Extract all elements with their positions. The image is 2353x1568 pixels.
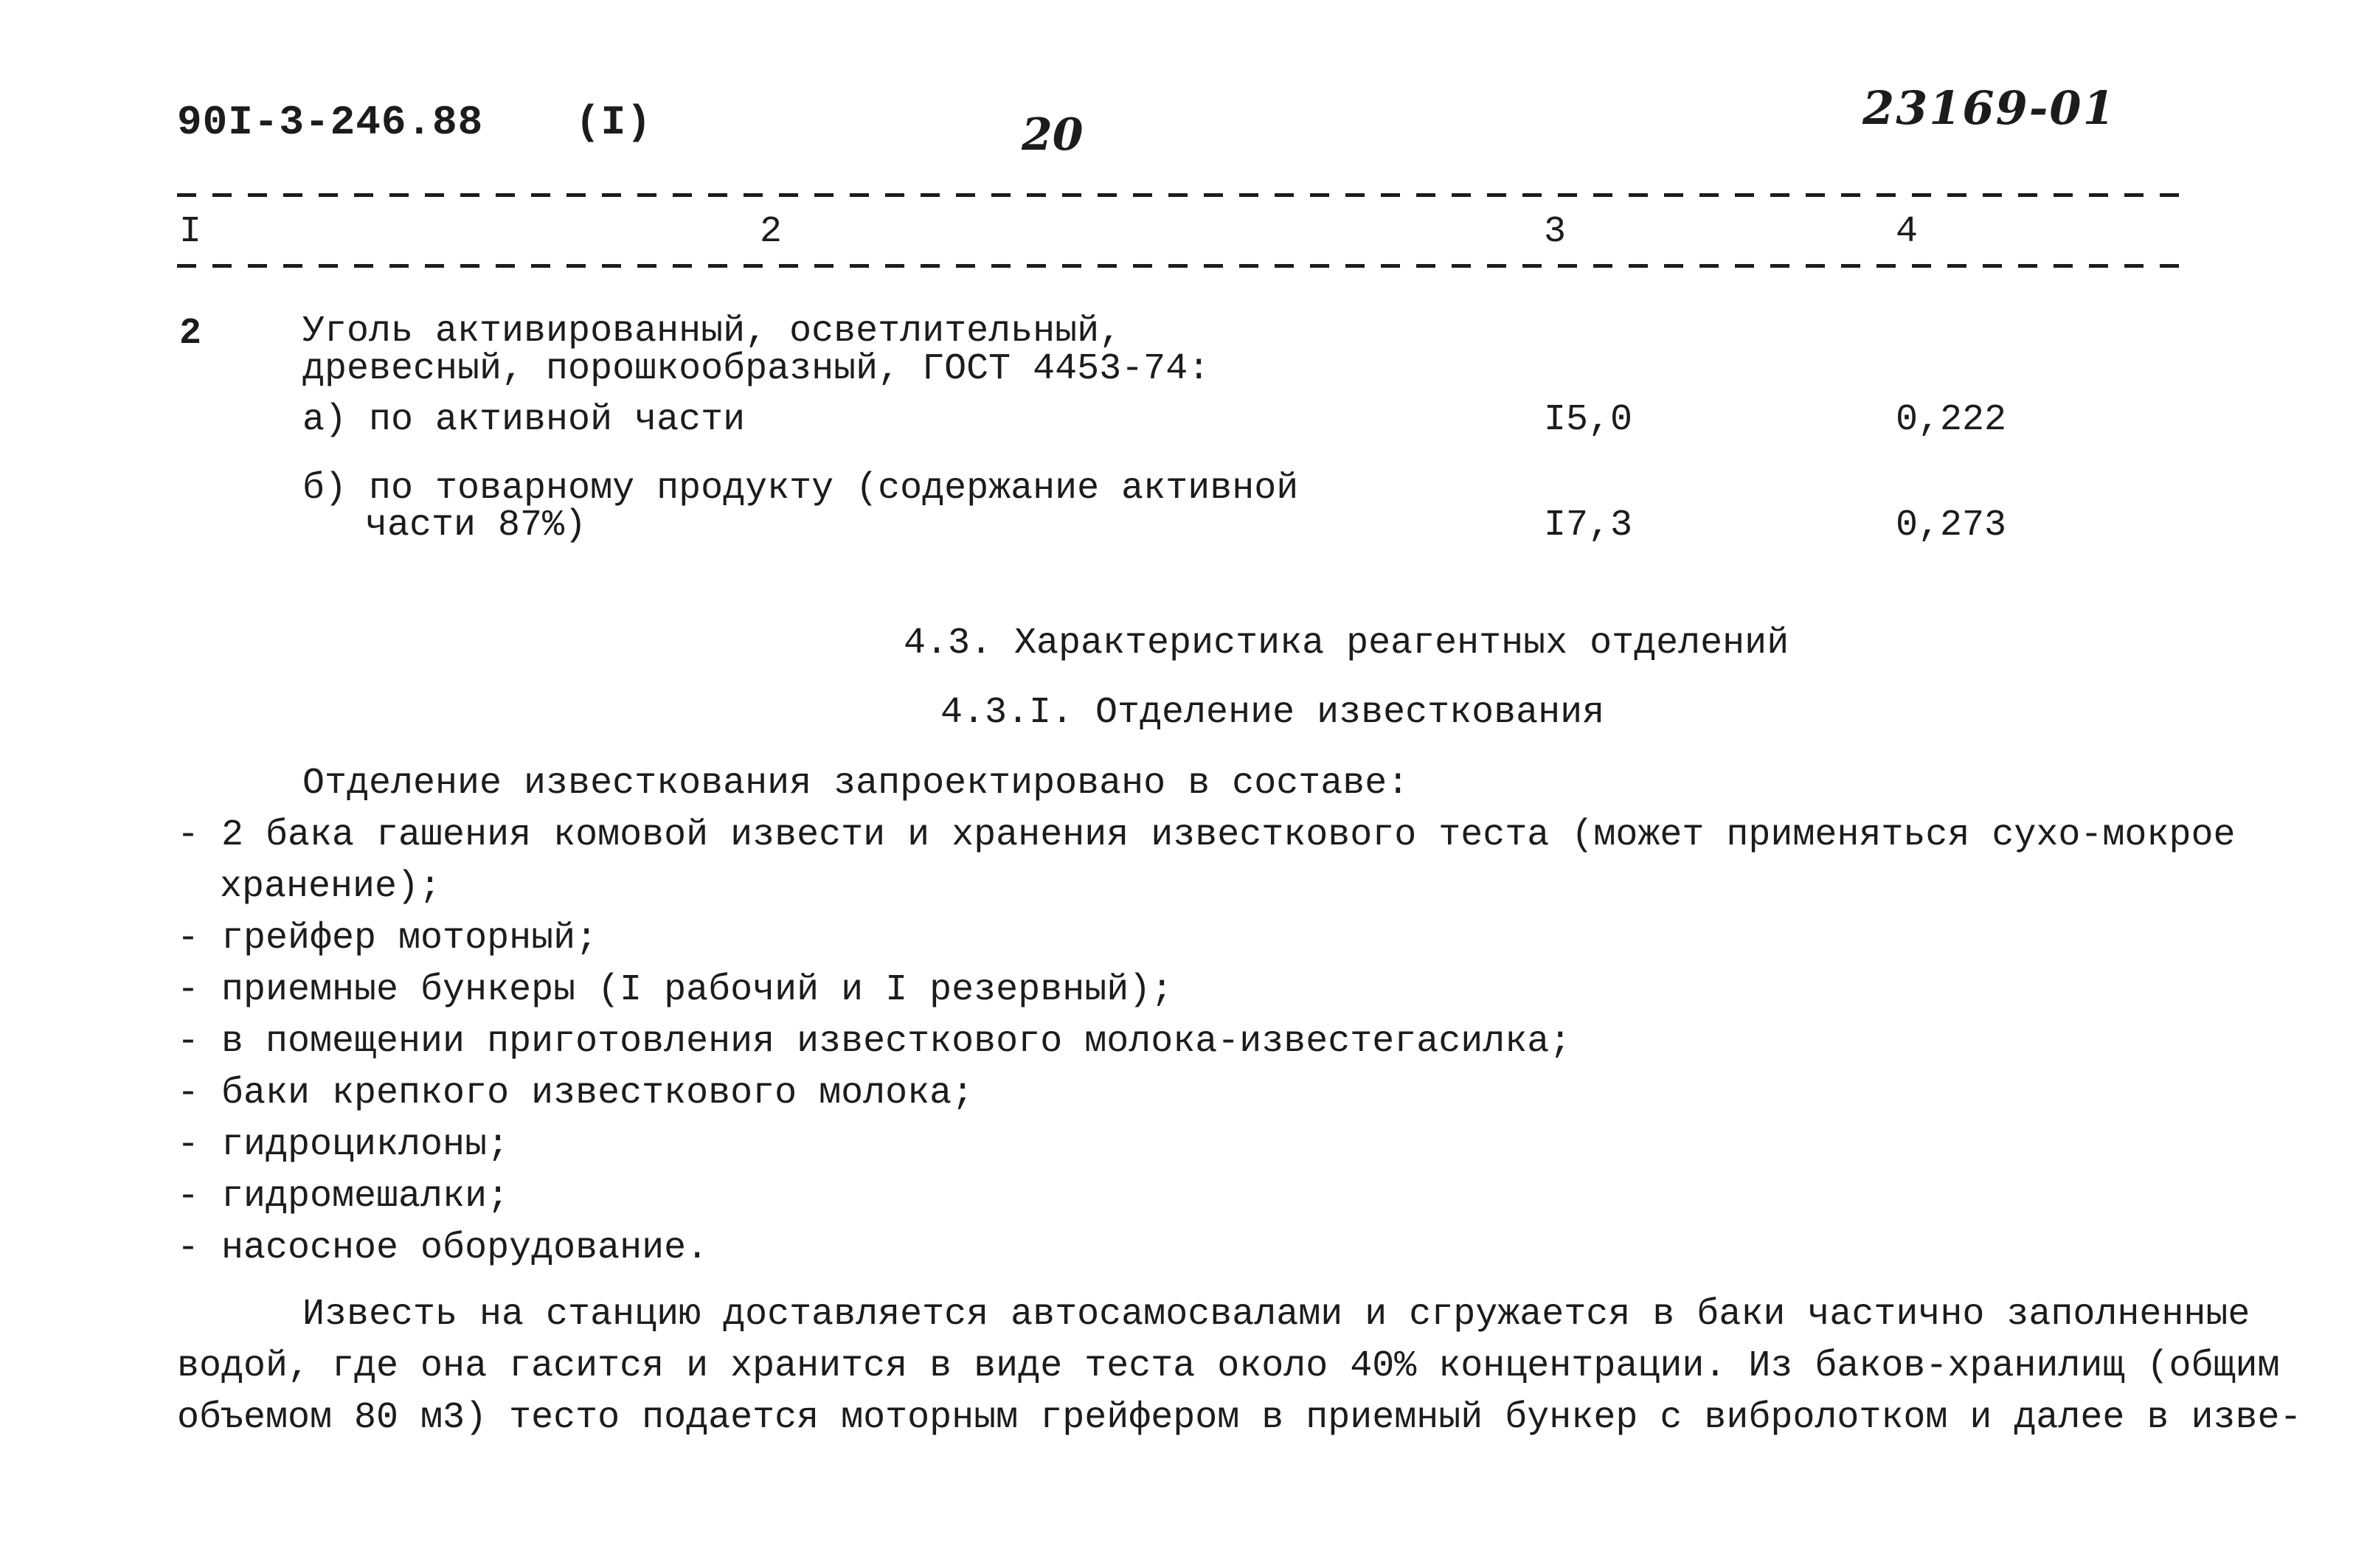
row-sub-b-line1: б) по товарному продукту (содержание активной [302,468,1299,510]
row-sub-b-line2: части 87%) [365,504,587,547]
page-number: 20 [1022,109,1084,161]
volume-number: (I) [575,99,652,146]
document-code: 90I-3-246.88 [177,99,484,146]
column-header-3: 3 [1544,211,1567,253]
row-name-line1: Уголь активированный, осветлительный, [302,311,1122,353]
table-rule-bottom [177,264,2191,268]
paragraph-line: Известь на станцию доставляется автосамосвалами и сгружается в баки частично заполненные [302,1294,2250,1336]
table-rule-top [177,193,2191,197]
list-item: - гидроциклоны; [177,1124,510,1166]
section-title: 4.3. Характеристика реагентных отделений [904,622,1789,665]
list-item: - приемные бункеры (I рабочий и I резервный); [177,969,1174,1011]
row-sub-a-label: а) по активной части [302,399,746,441]
row-sub-a-col3: I5,0 [1544,399,1633,441]
row-number: 2 [179,313,202,355]
paragraph-line: объемом 80 м3) тесто подается моторным грейфером в приемный бункер с вибролотком и далее в изве- [177,1397,2302,1439]
list-item: - баки крепкого известкового молока; [177,1072,974,1114]
list-item: - насосное оборудование. [177,1227,709,1269]
row-name-line2: древесный, порошкообразный, ГОСТ 4453-74: [302,348,1210,390]
section-subtitle: 4.3.I. Отделение известкования [940,692,1605,734]
list-item: - гидромешалки; [177,1176,510,1218]
column-header-2: 2 [760,211,783,253]
intro-text: Отделение известкования запроектировано в составе: [302,763,1410,805]
column-header-1: I [179,211,202,253]
list-item: - грейфер моторный; [177,917,598,960]
column-header-4: 4 [1896,211,1919,253]
inventory-number-handwritten: 23169-01 [1862,81,2116,135]
row-sub-a-col4: 0,222 [1896,399,2007,441]
row-sub-b-col4: 0,273 [1896,504,2007,547]
list-item: хранение); [220,866,442,908]
list-item: - 2 бака гашения комовой извести и хранения известкового теста (может применяться сухо-мокрое [177,814,2236,856]
list-item: - в помещении приготовления известкового молока-известегасилка; [177,1021,1572,1063]
paragraph-line: водой, где она гасится и хранится в виде теста около 40% концентрации. Из баков-хранилищ (общим [177,1345,2280,1387]
row-sub-b-col3: I7,3 [1544,504,1633,547]
